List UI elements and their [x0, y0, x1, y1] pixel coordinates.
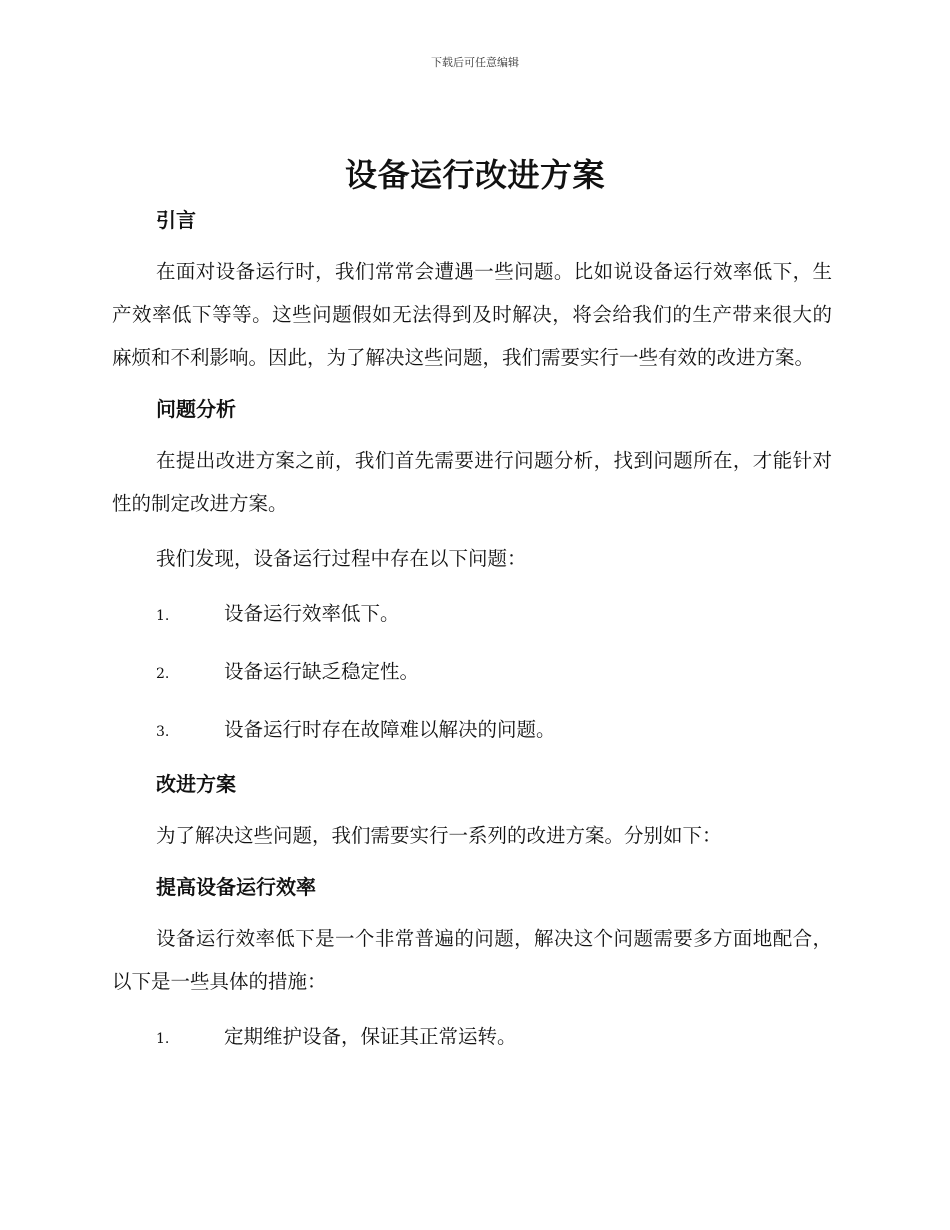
efficiency-paragraph: 设备运行效率低下是一个非常普遍的问题，解决这个问题需要多方面地配合，以下是一些具体的措施：	[112, 927, 832, 993]
section-heading-analysis: 问题分析	[156, 397, 236, 421]
plan-paragraph: 为了解决这些问题，我们需要实行一系列的改进方案。分别如下：	[156, 824, 722, 847]
section-heading-efficiency: 提高设备运行效率	[156, 875, 316, 899]
intro-paragraph: 在面对设备运行时，我们常常会遭遇一些问题。比如说设备运行效率低下，生产效率低下等等。这些问题假如无法得到及时解决，将会给我们的生产带来很大的麻烦和不利影响。因此，为了解决这些问题，我们需要实行一些有效的改进方案。	[112, 260, 832, 369]
analysis-paragraph-1: 在提出改进方案之前，我们首先需要进行问题分析，找到问题所在，才能针对性的制定改进方案。	[112, 449, 832, 515]
header-note: 下载后可任意编辑	[431, 56, 519, 69]
list-text: 设备运行缺乏稳定性。	[224, 660, 420, 683]
list-item	[112, 650, 832, 696]
document-body	[112, 202, 832, 1061]
list-text: 设备运行时存在故障难以解决的问题。	[224, 718, 556, 741]
list-number: 3.	[156, 724, 170, 740]
list-number: 1.	[156, 1031, 170, 1047]
list-item	[112, 708, 832, 754]
list-number: 1.	[156, 608, 170, 624]
list-item	[112, 1015, 832, 1061]
list-text: 定期维护设备，保证其正常运转。	[224, 1025, 517, 1048]
document-title: 设备运行改进方案	[344, 156, 605, 194]
list-item	[112, 592, 832, 638]
list-text: 设备运行效率低下。	[224, 602, 400, 625]
analysis-paragraph-2: 我们发现，设备运行过程中存在以下问题：	[156, 547, 527, 570]
list-number: 2.	[156, 666, 170, 682]
section-heading-plan: 改进方案	[156, 772, 236, 796]
section-heading-intro: 引言	[156, 208, 196, 232]
